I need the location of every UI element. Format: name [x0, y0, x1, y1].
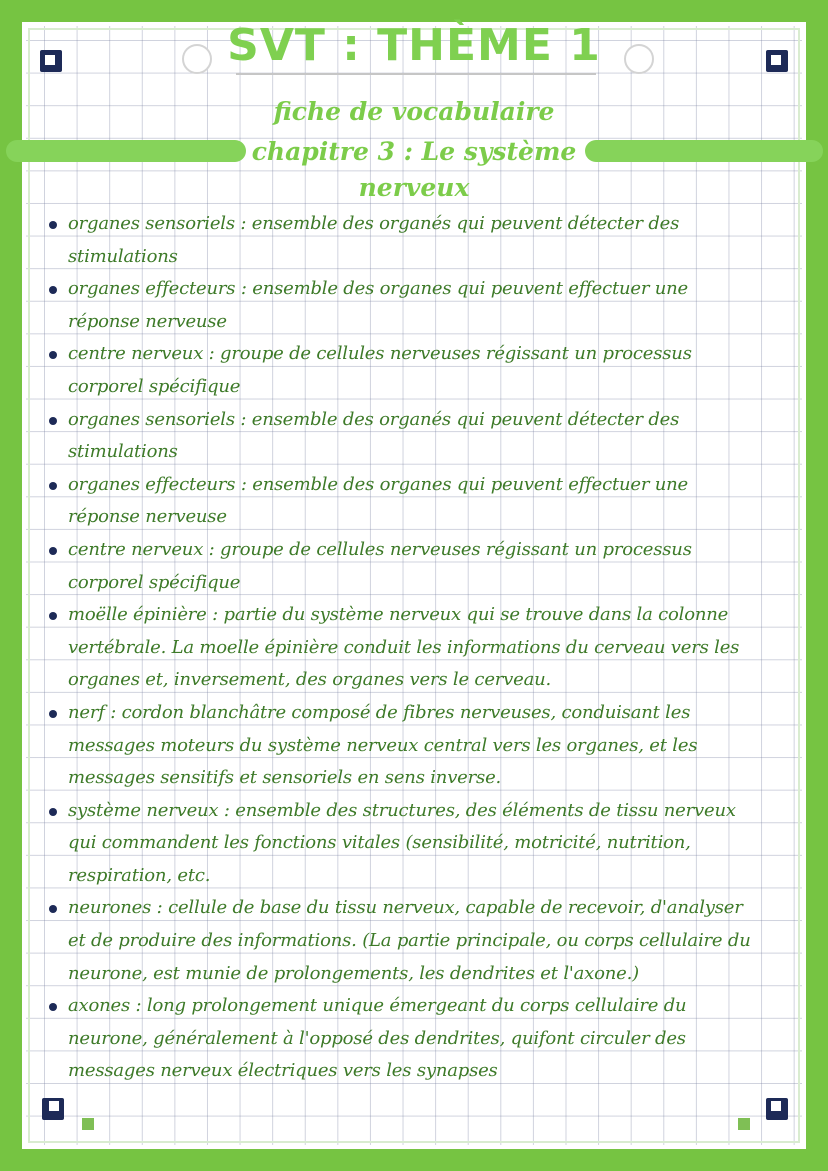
bullet-icon [49, 710, 57, 718]
vocabulary-item [40, 892, 760, 990]
vocabulary-text: organes effecteurs : ensemble des organes qui peuvent effectuer une réponse nerveuse [68, 473, 689, 528]
vocabulary-item [40, 599, 760, 697]
vocabulary-text: organes effecteurs : ensemble des organes qui peuvent effectuer une réponse nerveuse [68, 278, 689, 332]
bullet-icon [49, 547, 57, 555]
bullet-icon [49, 1003, 57, 1011]
vocabulary-text: nerf : cordon blanchâtre composé de fibres nerveuses, conduisant les messages moteurs du système nerveux central vers les organes, et les messages sensitifs et sensoriels en sens inverse. [68, 701, 698, 789]
vocabulary-item [40, 534, 760, 599]
vocabulary-text: centre nerveux : groupe de cellules nerveuses régissant un processus corporel spécifique [68, 538, 692, 593]
subtitle-line-2: chapitre 3 : Le système [251, 137, 577, 166]
decorative-square-left [82, 1118, 94, 1130]
vocabulary-text: centre nerveux : groupe de cellules nerveuses régissant un processus corporel spécifique [68, 343, 692, 397]
vocabulary-item [40, 990, 760, 1088]
vocabulary-text: système nerveux : ensemble des structures, des éléments de tissu nerveux qui commandent les fonctions vitales (sensibilité, motricité, nutrition, respiration, etc. [68, 799, 736, 886]
bullet-icon [49, 482, 57, 490]
vocabulary-item [40, 208, 760, 273]
vocabulary-item [40, 338, 760, 403]
subtitle-line-3: nerveux [358, 173, 470, 202]
page-title: SVT : THÈME 1 [227, 20, 601, 71]
vocabulary-text: axones : long prolongement unique émergeant du corps cellulaire du neurone, généralement à l'opposé des dendrites, quifont circuler des messages nerveux électriques vers les synapses [68, 995, 687, 1082]
vocabulary-item [40, 404, 760, 469]
corner-mark-bottom-right-icon [766, 1098, 788, 1120]
vocabulary-item [40, 795, 760, 893]
vocabulary-list [40, 208, 760, 1088]
bullet-icon [49, 221, 57, 229]
title-underline [236, 73, 596, 75]
subtitle-line-1: fiche de vocabulaire [273, 97, 555, 126]
bullet-icon [49, 905, 57, 913]
vocabulary-item [40, 273, 760, 338]
bullet-icon [49, 417, 57, 425]
vocabulary-item [40, 469, 760, 534]
vocabulary-text: moëlle épinière : partie du système nerveux qui se trouve dans la colonne vertébrale. La moelle épinière conduit les informations du cerveau vers les organes et, inversement, des organes vers le cerveau. [68, 604, 740, 691]
decorative-square-right [738, 1118, 750, 1130]
bullet-icon [49, 808, 57, 816]
bullet-icon [49, 286, 57, 294]
vocabulary-item [40, 697, 760, 795]
corner-mark-bottom-left-icon [42, 1098, 64, 1120]
vocabulary-text: neurones : cellule de base du tissu nerveux, capable de recevoir, d'analyser et de produire des informations. (La partie principale, ou corps cellulaire du neurone, est munie de prolongements, les dendrites et l'axone.) [68, 897, 751, 984]
vocabulary-text: organes sensoriels : ensemble des organés qui peuvent détecter des stimulations [68, 408, 680, 463]
bullet-icon [49, 351, 57, 359]
vocabulary-text: organes sensoriels : ensemble des organés qui peuvent détecter des stimulations [68, 213, 680, 267]
bullet-icon [49, 612, 57, 620]
